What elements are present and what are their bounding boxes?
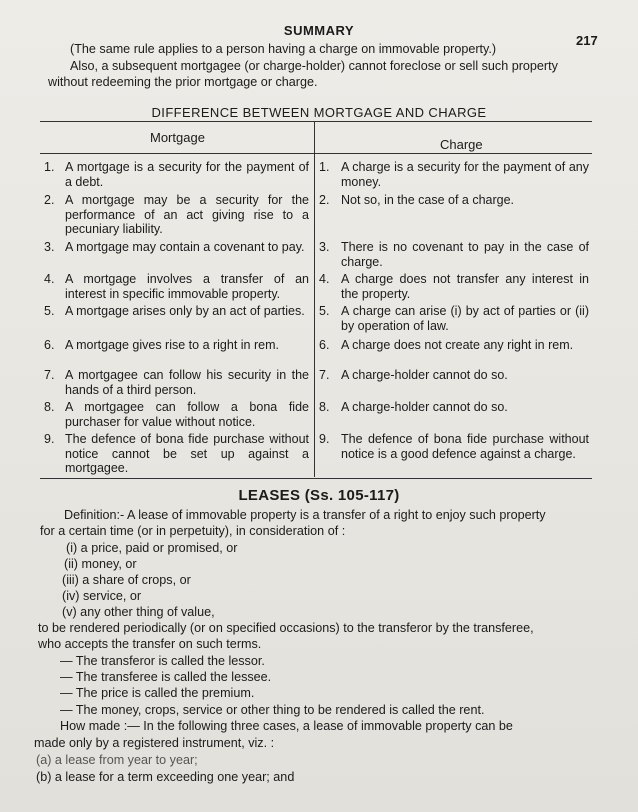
row-number: 5. (44, 304, 55, 318)
mortgage-cell: The defence of bona fide purchase without notice cannot be set up against a mortgagee. (65, 432, 309, 475)
section-title-leases: LEASES (Ss. 105-117) (238, 487, 400, 504)
mortgage-cell: A mortgage is a security for the payment of a debt. (65, 160, 309, 189)
row-number-right: 4. (319, 272, 330, 286)
continuation-line-2: who accepts the transfer on such terms. (38, 637, 262, 651)
page-number: 217 (576, 33, 598, 48)
consideration-item: (i) a price, paid or promised, or (66, 541, 238, 555)
charge-cell: Not so, in the case of a charge. (341, 193, 515, 207)
table-bottom-rule (40, 478, 592, 479)
row-number: 1. (44, 160, 55, 174)
case-b: (b) a lease for a term exceeding one year; and (36, 770, 295, 784)
charge-cell: A charge does not transfer any interest in the property. (341, 272, 589, 301)
how-made-line-2: made only by a registered instrument, viz. : (34, 736, 275, 750)
definition-line-1: Definition:- A lease of immovable property is a transfer of a right to enjoy such property (64, 508, 546, 522)
row-number: 8. (44, 400, 55, 414)
definition-line-2: for a certain time (or in perpetuity), in consideration of : (40, 524, 346, 538)
consideration-item: (iv) service, or (62, 589, 142, 603)
table-header-rule (40, 153, 592, 154)
charge-cell: There is no covenant to pay in the case of charge. (341, 240, 589, 269)
case-a: (a) a lease from year to year; (36, 753, 198, 767)
mortgage-cell: A mortgage gives rise to a right in rem. (65, 338, 279, 352)
mortgage-cell: A mortgage arises only by an act of parties. (65, 304, 305, 318)
charge-cell: The defence of bona fide purchase without notice is a good defence against a charge. (341, 432, 589, 461)
row-number-right: 1. (319, 160, 330, 174)
charge-cell: A charge is a security for the payment of any money. (341, 160, 589, 189)
row-number-right: 9. (319, 432, 330, 446)
consideration-item: (v) any other thing of value, (62, 605, 215, 619)
mortgage-cell: A mortgage involves a transfer of an interest in specific immovable property. (65, 272, 309, 301)
mortgage-cell: A mortgage may be a security for the performance of an act giving rise to a pecuniary liability. (65, 193, 309, 236)
table-top-rule (40, 121, 592, 122)
term-definition: — The price is called the premium. (60, 686, 255, 700)
intro-line-3: without redeeming the prior mortgage or charge. (48, 75, 318, 89)
row-number: 3. (44, 240, 55, 254)
row-number-right: 2. (319, 193, 330, 207)
row-number: 2. (44, 193, 55, 207)
consideration-item: (ii) money, or (64, 557, 137, 571)
row-number-right: 3. (319, 240, 330, 254)
term-definition: — The money, crops, service or other thing to be rendered is called the rent. (60, 703, 485, 717)
row-number-right: 6. (319, 338, 330, 352)
row-number: 4. (44, 272, 55, 286)
intro-line-1: (The same rule applies to a person having a charge on immovable property.) (70, 42, 497, 56)
continuation-line-1: to be rendered periodically (or on specified occasions) to the transferor by the transferee, (38, 621, 534, 635)
mortgage-cell: A mortgagee can follow his security in the hands of a third person. (65, 368, 309, 397)
row-number-right: 5. (319, 304, 330, 318)
row-number-right: 8. (319, 400, 330, 414)
consideration-item: (iii) a share of crops, or (62, 573, 191, 587)
table-column-divider (314, 121, 315, 477)
term-definition: — The transferor is called the lessor. (60, 654, 265, 668)
charge-cell: A charge does not create any right in rem. (341, 338, 574, 352)
running-title: SUMMARY (283, 23, 355, 38)
mortgage-cell: A mortgage may contain a covenant to pay. (65, 240, 305, 254)
charge-cell: A charge-holder cannot do so. (341, 368, 508, 382)
charge-cell: A charge-holder cannot do so. (341, 400, 508, 414)
charge-cell: A charge can arise (i) by act of parties or (ii) by operation of law. (341, 304, 589, 333)
mortgage-cell: A mortgagee can follow a bona fide purchaser for value without notice. (65, 400, 309, 429)
column-header-mortgage: Mortgage (150, 130, 205, 145)
column-header-charge: Charge (440, 137, 483, 152)
row-number: 6. (44, 338, 55, 352)
row-number: 7. (44, 368, 55, 382)
how-made-line-1: How made :— In the following three cases, a lease of immovable property can be (60, 719, 513, 733)
intro-line-2: Also, a subsequent mortgagee (or charge-holder) cannot foreclose or sell such property (70, 59, 558, 73)
table-title: DIFFERENCE BETWEEN MORTGAGE AND CHARGE (151, 105, 487, 120)
row-number-right: 7. (319, 368, 330, 382)
row-number: 9. (44, 432, 55, 446)
term-definition: — The transferee is called the lessee. (60, 670, 272, 684)
